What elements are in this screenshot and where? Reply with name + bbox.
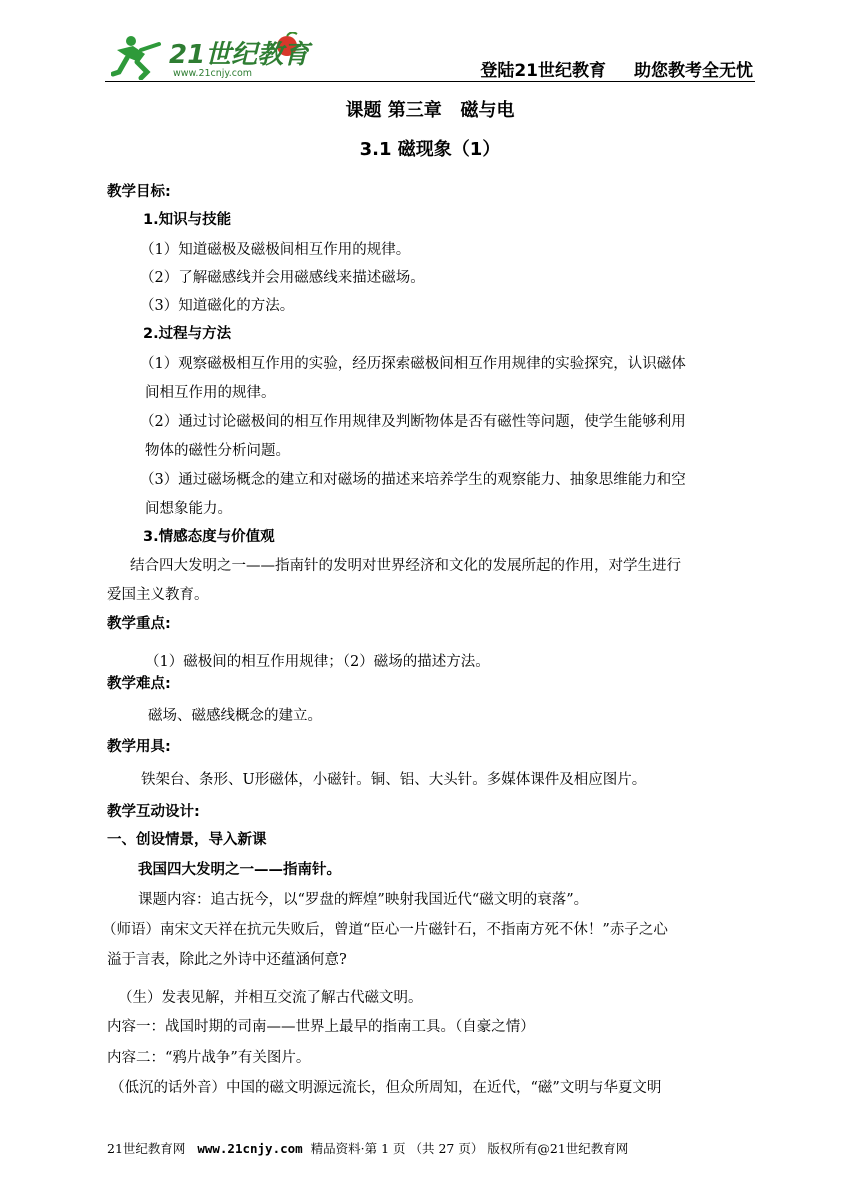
footer-page-info: 精品资料·第 1 页 （共 27 页） 版权所有@21世纪教育网 xyxy=(310,1141,629,1156)
section-heading: 教学目标: xyxy=(107,184,171,200)
text-line: （生）发表见解，并相互交流了解古代磁文明。 xyxy=(118,990,423,1006)
footer-url: www.21cnjy.com xyxy=(197,1141,303,1156)
text-line: 溢于言表，除此之外诗中还蕴涵何意? xyxy=(107,952,347,968)
text-line: （师语）南宋文天祥在抗元失败后，曾道“臣心一片磁针石，不指南方死不休！”赤子之心 xyxy=(102,922,668,938)
logo xyxy=(111,32,341,80)
text-line: 磁场、磁感线概念的建立。 xyxy=(148,708,322,724)
text-line: （3）知道磁化的方法。 xyxy=(140,298,295,314)
header-divider xyxy=(105,81,755,82)
section-heading: 教学用具: xyxy=(107,739,171,755)
text-line: （1）知道磁极及磁极间相互作用的规律。 xyxy=(140,242,411,258)
subsection-heading: 2.过程与方法 xyxy=(143,326,232,342)
section-heading: 教学重点: xyxy=(107,616,171,632)
text-line: 内容二：“鸦片战争”有关图片。 xyxy=(107,1050,311,1066)
text-line: （1）观察磁极相互作用的实验，经历探索磁极间相互作用规律的实验探究，认识磁体 xyxy=(140,356,686,372)
text-line: 内容一：战国时期的司南——世界上最早的指南工具。（自豪之情） xyxy=(107,1019,535,1035)
slogan-left: 登陆21世纪教育 xyxy=(480,61,606,81)
logo-text: 21世纪教育 xyxy=(169,40,310,70)
text-line: 间想象能力。 xyxy=(145,501,232,517)
text-line: （3）通过磁场概念的建立和对磁场的描述来培养学生的观察能力、抽象思维能力和空 xyxy=(140,472,686,488)
page-header xyxy=(105,30,755,82)
subsection-heading: 我国四大发明之一——指南针。 xyxy=(138,862,341,878)
section-heading: 教学互动设计: xyxy=(107,804,200,820)
subsection-heading: 3.情感态度与价值观 xyxy=(143,529,275,545)
text-line: （2）通过讨论磁极间的相互作用规律及判断物体是否有磁性等问题，使学生能够利用 xyxy=(140,414,686,430)
section-heading: 教学难点: xyxy=(107,676,171,692)
footer-site-name: 21世纪教育网 xyxy=(107,1141,186,1156)
text-line: （2）了解磁感线并会用磁感线来描述磁场。 xyxy=(140,270,425,286)
logo-url: www.21cnjy.com xyxy=(173,68,253,79)
subsection-heading: 1.知识与技能 xyxy=(143,212,232,228)
text-line: 间相互作用的规律。 xyxy=(145,385,276,401)
text-line: 铁架台、条形、U形磁体，小磁针。铜、铝、大头针。多媒体课件及相应图片。 xyxy=(141,772,647,788)
text-line: （1）磁极间的相互作用规律；（2）磁场的描述方法。 xyxy=(145,654,490,670)
section-heading: 一、创设情景，导入新课 xyxy=(107,832,267,848)
text-line: 物体的磁性分析问题。 xyxy=(145,443,290,459)
text-line: （低沉的话外音）中国的磁文明源远流长，但众所周知，在近代，“磁”文明与华夏文明 xyxy=(110,1080,662,1096)
text-line: 课题内容：追古抚今，以“罗盘的辉煌”映射我国近代“磁文明的衰落”。 xyxy=(138,892,589,908)
slogan-right: 助您教考全无忧 xyxy=(634,61,753,81)
lesson-subtitle: 3.1 磁现象（1） xyxy=(359,139,501,160)
lesson-title: 课题 第三章 磁与电 xyxy=(345,100,515,121)
text-line: 结合四大发明之一——指南针的发明对世界经济和文化的发展所起的作用，对学生进行 xyxy=(130,558,681,574)
page-footer xyxy=(107,1139,628,1157)
header-slogan xyxy=(480,56,753,81)
text-line: 爱国主义教育。 xyxy=(107,587,209,603)
